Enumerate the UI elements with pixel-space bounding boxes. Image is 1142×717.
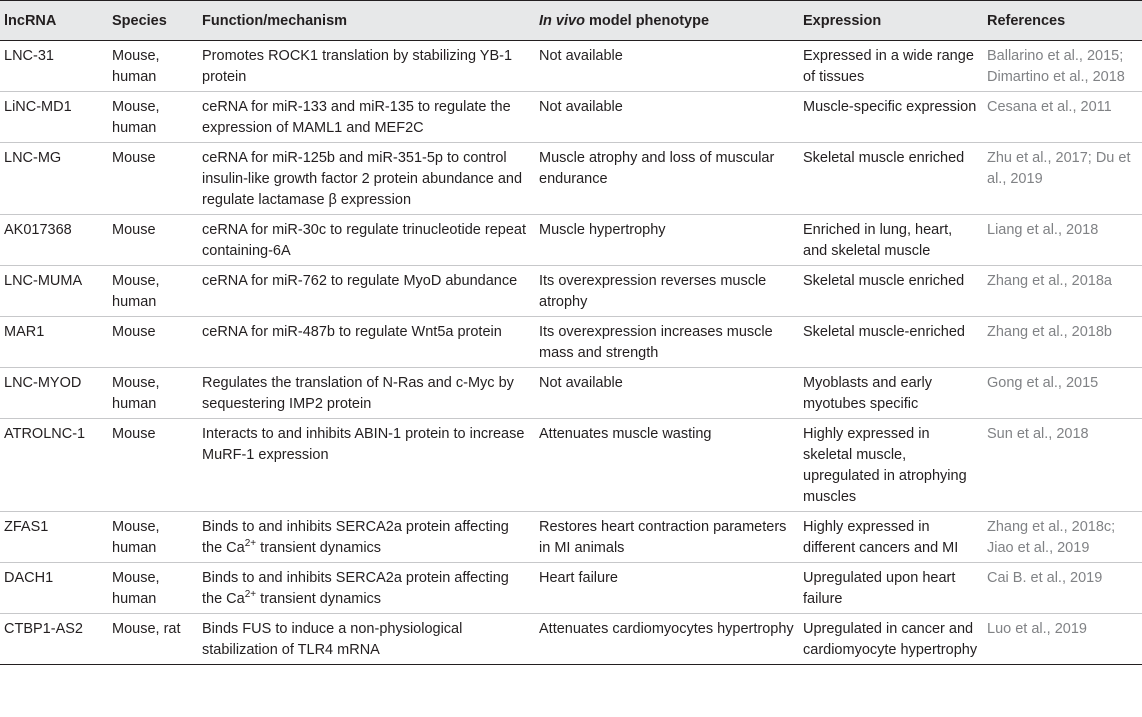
cell-species: Mouse, rat [108, 614, 198, 665]
cell-lncrna: MAR1 [0, 317, 108, 368]
cell-references: Gong et al., 2015 [983, 368, 1142, 419]
cell-species: Mouse, human [108, 368, 198, 419]
cell-phenotype: Its overexpression reverses muscle atrophy [535, 266, 799, 317]
cell-lncrna: AK017368 [0, 215, 108, 266]
cell-lncrna: DACH1 [0, 563, 108, 614]
cell-lncrna: ZFAS1 [0, 512, 108, 563]
cell-expression: Highly expressed in different cancers and MI [799, 512, 983, 563]
cell-references: Zhu et al., 2017; Du et al., 2019 [983, 143, 1142, 215]
table-row [0, 41, 1142, 92]
cell-function: ceRNA for miR-133 and miR-135 to regulate the expression of MAML1 and MEF2C [198, 92, 535, 143]
cell-phenotype: Muscle atrophy and loss of muscular endurance [535, 143, 799, 215]
cell-phenotype: Not available [535, 368, 799, 419]
header-function: Function/mechanism [198, 1, 535, 41]
cell-function-text: Binds to and inhibits SERCA2a protein affecting the Ca [202, 570, 509, 607]
cell-function: Promotes ROCK1 translation by stabilizing YB-1 protein [198, 41, 535, 92]
header-references: References [983, 1, 1142, 41]
cell-species: Mouse, human [108, 563, 198, 614]
cell-expression: Skeletal muscle enriched [799, 143, 983, 215]
cell-function-sup: 2+ [244, 589, 257, 601]
cell-function: ceRNA for miR-125b and miR-351-5p to control insulin-like growth factor 2 protein abundance and regulate lactamase β expression [198, 143, 535, 215]
cell-lncrna: LNC-31 [0, 41, 108, 92]
cell-references: Cai B. et al., 2019 [983, 563, 1142, 614]
cell-lncrna: LNC-MG [0, 143, 108, 215]
cell-function [198, 563, 535, 614]
cell-phenotype: Restores heart contraction parameters in MI animals [535, 512, 799, 563]
cell-lncrna: LiNC-MD1 [0, 92, 108, 143]
cell-expression: Highly expressed in skeletal muscle, upregulated in atrophying muscles [799, 419, 983, 512]
cell-references: Cesana et al., 2011 [983, 92, 1142, 143]
cell-expression: Upregulated in cancer and cardiomyocyte hypertrophy [799, 614, 983, 665]
cell-phenotype: Attenuates muscle wasting [535, 419, 799, 512]
cell-expression: Muscle-specific expression [799, 92, 983, 143]
table-row [0, 143, 1142, 215]
cell-expression: Skeletal muscle enriched [799, 266, 983, 317]
table-row [0, 92, 1142, 143]
table-row [0, 419, 1142, 512]
table-row [0, 266, 1142, 317]
cell-species: Mouse, human [108, 512, 198, 563]
cell-expression: Expressed in a wide range of tissues [799, 41, 983, 92]
cell-function: ceRNA for miR-762 to regulate MyoD abundance [198, 266, 535, 317]
cell-species: Mouse, human [108, 266, 198, 317]
cell-references: Ballarino et al., 2015; Dimartino et al., 2018 [983, 41, 1142, 92]
cell-lncrna: CTBP1-AS2 [0, 614, 108, 665]
cell-species: Mouse [108, 143, 198, 215]
cell-expression: Upregulated upon heart failure [799, 563, 983, 614]
cell-species: Mouse, human [108, 41, 198, 92]
cell-species: Mouse, human [108, 92, 198, 143]
table-row [0, 215, 1142, 266]
cell-phenotype: Its overexpression increases muscle mass and strength [535, 317, 799, 368]
table-row [0, 614, 1142, 665]
cell-phenotype: Muscle hypertrophy [535, 215, 799, 266]
cell-references: Sun et al., 2018 [983, 419, 1142, 512]
table-row [0, 368, 1142, 419]
cell-function: ceRNA for miR-30c to regulate trinucleotide repeat containing-6A [198, 215, 535, 266]
header-row [0, 1, 1142, 41]
cell-species: Mouse [108, 317, 198, 368]
cell-references: Luo et al., 2019 [983, 614, 1142, 665]
cell-function [198, 512, 535, 563]
table-header [0, 1, 1142, 41]
cell-references: Zhang et al., 2018b [983, 317, 1142, 368]
cell-references: Zhang et al., 2018a [983, 266, 1142, 317]
cell-lncrna: LNC-MUMA [0, 266, 108, 317]
cell-function-sup: 2+ [244, 538, 257, 550]
cell-references: Liang et al., 2018 [983, 215, 1142, 266]
cell-species: Mouse [108, 215, 198, 266]
cell-phenotype: Heart failure [535, 563, 799, 614]
cell-phenotype: Not available [535, 92, 799, 143]
table-row [0, 563, 1142, 614]
cell-phenotype: Attenuates cardiomyocytes hypertrophy [535, 614, 799, 665]
header-phenotype-rest: model phenotype [584, 13, 710, 29]
cell-function-text: Binds to and inhibits SERCA2a protein affecting the Ca [202, 519, 509, 556]
header-lncrna: lncRNA [0, 1, 108, 41]
cell-function-text-end: transient dynamics [256, 591, 382, 607]
cell-function: ceRNA for miR-487b to regulate Wnt5a protein [198, 317, 535, 368]
cell-references: Zhang et al., 2018c; Jiao et al., 2019 [983, 512, 1142, 563]
cell-expression: Myoblasts and early myotubes specific [799, 368, 983, 419]
cell-function: Binds FUS to induce a non-physiological stabilization of TLR4 mRNA [198, 614, 535, 665]
cell-species: Mouse [108, 419, 198, 512]
header-species: Species [108, 1, 198, 41]
cell-function: Regulates the translation of N-Ras and c-Myc by sequestering IMP2 protein [198, 368, 535, 419]
cell-function-text-end: transient dynamics [256, 540, 382, 556]
cell-expression: Enriched in lung, heart, and skeletal muscle [799, 215, 983, 266]
header-phenotype-italic: In vivo [539, 13, 585, 29]
table-row [0, 512, 1142, 563]
table-row [0, 317, 1142, 368]
cell-expression: Skeletal muscle-enriched [799, 317, 983, 368]
table-body [0, 41, 1142, 665]
header-expression: Expression [799, 1, 983, 41]
cell-function: Interacts to and inhibits ABIN-1 protein to increase MuRF-1 expression [198, 419, 535, 512]
header-phenotype [535, 1, 799, 41]
cell-phenotype: Not available [535, 41, 799, 92]
cell-lncrna: LNC-MYOD [0, 368, 108, 419]
cell-lncrna: ATROLNC-1 [0, 419, 108, 512]
